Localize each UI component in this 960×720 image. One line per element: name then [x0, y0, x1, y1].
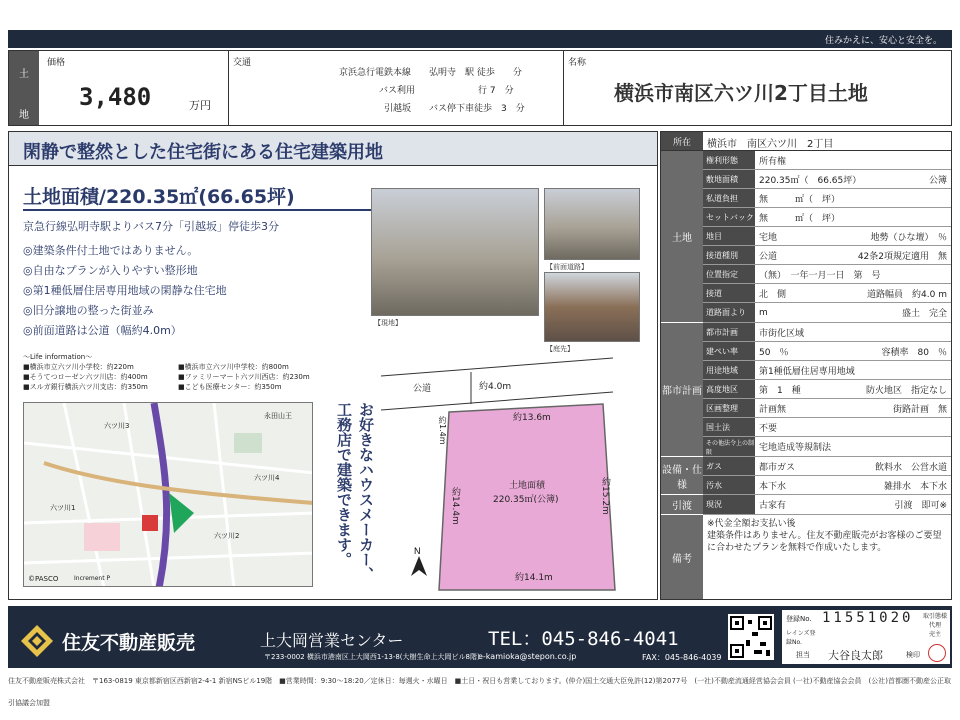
- office-name: 上大岡営業センター: [260, 631, 404, 650]
- life-item: ■こども医療センター：約350m: [178, 383, 282, 391]
- spec-value: 公道: [759, 251, 778, 262]
- spec-value: 無 ㎡（ 坪）: [759, 213, 841, 224]
- life-item: ■ファミリーマート六ツ川西店：約230m: [178, 373, 310, 381]
- spec-row: [703, 246, 951, 265]
- bullet-item: ◎前面道路は公道（幅約4.0m）: [23, 324, 182, 337]
- name-label: 名称: [568, 58, 587, 68]
- life-item: ■そうてつローゼン六ツ川店：約400m: [23, 373, 148, 381]
- spec-key: 私道負担: [703, 189, 755, 207]
- email-link[interactable]: e-kamioka@stepon.co.jp: [478, 652, 577, 661]
- life-item: ■スルガ銀行横浜六ツ川支店：約350m: [23, 383, 148, 391]
- agent-type-agent: 代理: [928, 622, 941, 629]
- spec-row: [703, 342, 951, 361]
- lot-left-dim: 約14.4m: [450, 487, 460, 525]
- spec-key: 地目: [703, 227, 755, 245]
- spec-row: [703, 361, 951, 380]
- land-section-top: 土: [19, 69, 29, 80]
- spec-value-2: 街路計画 無: [892, 404, 947, 415]
- spec-key: 接道種別: [703, 246, 755, 264]
- spec-key: 高度地区: [703, 380, 755, 398]
- spec-key: 敷地面積: [703, 170, 755, 188]
- map-label: 六ツ川3: [104, 422, 130, 430]
- header-bar: [8, 30, 952, 48]
- access-line-3: 引越坂 バス停下車徒歩 3 分: [384, 104, 525, 114]
- area-title: 土地面積/220.35㎡(66.65坪): [23, 186, 295, 208]
- bullet-item: ◎建築条件付土地ではありません。: [23, 244, 199, 257]
- life-item: ■横浜市立六ツ川小学校：約220m: [23, 363, 134, 371]
- spec-table: [660, 131, 952, 600]
- property-name: 横浜市南区六ツ川2丁目土地: [614, 81, 868, 105]
- spec-row: [703, 437, 951, 457]
- site-photo-label: 【現地】: [374, 319, 402, 327]
- access-line-2: バス利用 行 7 分: [379, 86, 514, 96]
- spec-row: [703, 284, 951, 303]
- life-title: ～Life information～: [23, 353, 93, 361]
- spec-key: 国土法: [703, 418, 755, 436]
- address-label: 所在: [661, 132, 703, 150]
- spec-row: [703, 208, 951, 227]
- spec-key: 現況: [703, 495, 755, 514]
- agent-type-seller: 売主: [928, 631, 941, 638]
- phone-number[interactable]: TEL：045-846-4041: [488, 628, 679, 650]
- spec-value: m: [759, 307, 768, 318]
- spec-value: 第1種低層住居専用地域: [759, 366, 855, 377]
- access-cell: [229, 51, 564, 125]
- reg-number: 11551020: [822, 610, 914, 626]
- spec-value-2: 防火地区 指定なし: [865, 385, 947, 396]
- office-address: 〒233-0002 横浜市港南区上大岡西1-13-8(大樹生命上大岡ビル8階): [264, 653, 480, 661]
- summary-row: [8, 50, 952, 126]
- spec-key: 建ぺい率: [703, 342, 755, 360]
- life-item: ■横浜市立六ツ川中学校：約800m: [178, 363, 289, 371]
- spec-row: [703, 303, 951, 323]
- spec-value: 北 側: [759, 289, 787, 300]
- bullet-list: [23, 242, 227, 342]
- handover-group-label: 引渡: [661, 495, 703, 515]
- map-increment: Increment P: [74, 575, 111, 582]
- map-graphic: [24, 403, 313, 587]
- spec-value-2: 公簿: [928, 175, 947, 186]
- spec-key: 道路面より: [703, 303, 755, 322]
- svg-text:N: N: [414, 546, 421, 556]
- spec-row: [703, 495, 951, 515]
- spec-value-2: 飲料水 公営水道: [874, 462, 947, 473]
- tagline: 住みかえに、安心と安全を。: [824, 36, 942, 46]
- spec-value-2: 容積率 80 ％: [881, 347, 947, 358]
- bullet-item: ◎第1種低層住居専用地域の閑静な住宅地: [23, 284, 227, 297]
- spec-row: [703, 418, 951, 437]
- price-cell: [9, 51, 229, 125]
- spec-value-2: 道路幅員 約4.0 m: [867, 289, 947, 300]
- name-cell: [564, 51, 951, 125]
- garden-photo-label: 【庭先】: [546, 345, 574, 353]
- spec-row: [703, 380, 951, 399]
- spec-key: 区画整理: [703, 399, 755, 417]
- notes-group-label: 備考: [661, 515, 703, 599]
- map-label: 永田山王: [264, 412, 292, 420]
- road-line-top: [381, 358, 613, 376]
- road-label: 公道: [413, 384, 432, 394]
- map-label: 六ツ川2: [214, 532, 240, 540]
- lot-area-label: 土地面積: [509, 481, 546, 491]
- facility-group-label: 設備・仕様: [661, 457, 703, 495]
- life-info: [23, 352, 368, 392]
- qr-code[interactable]: [728, 614, 774, 660]
- approval-stamp: [928, 644, 946, 662]
- lot-top-dim: 約13.6m: [513, 413, 551, 423]
- map-label: 六ツ川4: [254, 474, 280, 482]
- access-label: 交通: [233, 58, 252, 68]
- area-map: [23, 402, 313, 587]
- footer: [8, 606, 952, 668]
- reg-label: 登録No.: [786, 615, 812, 623]
- lot-right-dim: 約15.2m: [600, 477, 610, 515]
- spec-row: [703, 323, 951, 342]
- price-unit: 万円: [189, 99, 211, 112]
- spec-value: 都市ガス: [759, 462, 796, 473]
- spec-value: 市街化区域: [759, 328, 805, 339]
- headline: 閑静で整然とした住宅街にある住宅建築用地: [23, 142, 383, 163]
- area-underline: [23, 209, 373, 211]
- fax-number: FAX：045-846-4039: [642, 653, 722, 662]
- spec-value: 第 1 種: [759, 385, 801, 396]
- spec-value: 220.35㎡（ 66.65坪）: [759, 175, 862, 186]
- land-section-label: [9, 51, 39, 125]
- lot-corner-dim: 約1.4m: [438, 416, 447, 445]
- agent-type-label: 取引態様: [922, 613, 947, 620]
- person-name: 大谷良太郎: [828, 649, 883, 662]
- check-label: 検印: [906, 651, 920, 659]
- main-panel: [8, 131, 658, 600]
- spec-key: 都市計画: [703, 323, 755, 341]
- access-text: 京急行線弘明寺駅よりバス7分「引越坂」停徒歩3分: [23, 220, 279, 233]
- spec-value: 本下水: [759, 481, 787, 492]
- lot-area-value: 220.35㎡(公簿): [493, 495, 559, 505]
- spec-row: [703, 189, 951, 208]
- map-copyright: ©PASCO: [28, 575, 59, 583]
- spec-row: [703, 170, 951, 189]
- spec-value-2: 引渡 即可※: [894, 501, 947, 511]
- person-label: 担当: [796, 651, 810, 659]
- price-label: 価格: [47, 58, 66, 68]
- road-photo: [544, 188, 640, 260]
- spec-value-2: 盛土 完全: [901, 309, 947, 319]
- road-width: 約4.0m: [479, 382, 512, 392]
- spec-key: セットバック: [703, 208, 755, 226]
- bullet-item: ◎旧分譲地の整った街並み: [23, 304, 154, 317]
- spec-value: （無） 一年一月一日 第 号: [759, 270, 881, 281]
- notes-text: ※代金全額お支払い後 建築条件はありません。住友不動産販売がお客様のご要望に合わせたプランを無料で作成いたします。: [707, 519, 942, 553]
- slogan: お好きなハウスメーカー、工務店で建築できます。: [335, 402, 375, 582]
- land-section-bottom: 地: [19, 110, 29, 121]
- spec-row: [703, 151, 951, 170]
- spec-value: 50 ％: [759, 347, 789, 358]
- life-grid: [23, 362, 368, 392]
- spec-value: 古家有: [759, 501, 787, 511]
- agent-type: [922, 612, 948, 639]
- site-photo: [371, 188, 539, 316]
- lot-bottom-dim: 約14.1m: [515, 573, 553, 583]
- road-photo-label: 【前面道路】: [546, 263, 588, 271]
- spec-key: 位置指定: [703, 265, 755, 283]
- registration-box: [782, 610, 950, 664]
- spec-key: ガス: [703, 457, 755, 475]
- spec-row: [703, 476, 951, 495]
- spec-key: 接道: [703, 284, 755, 302]
- spec-key: 用途地域: [703, 361, 755, 379]
- spec-value-2: 雑排水 本下水: [883, 481, 947, 492]
- spec-key: その他法令上の制限: [703, 437, 755, 456]
- land-group-label: 土地: [661, 151, 703, 323]
- north-arrow: [411, 546, 427, 576]
- spec-value: 宅地造成等規制法: [759, 443, 832, 453]
- spec-value: 計画無: [759, 404, 787, 415]
- spec-value: 無 ㎡（ 坪）: [759, 194, 841, 205]
- reins-label: レインズ登録No.: [786, 630, 816, 646]
- company-name: 住友不動産販売: [62, 632, 196, 654]
- city-group-label: 都市計画: [661, 323, 703, 457]
- spec-key: 汚水: [703, 476, 755, 494]
- spec-value-2: 42条2項規定適用 無: [857, 251, 947, 262]
- legal-line: 住友不動産販売株式会社 〒163-0819 東京都新宿区西新宿2-4-1 新宿NSビル19階 ■営業時間：9:30～18:20／定休日：毎週火・水曜日 ■土日・祝日も営業しております。(仲介)国土交通大臣免許(12)第2077号 (一社)不動産流通経営協会会員 (一社)不動産協会会員 (公社)首都圏不動産公正取引協議会加盟: [8, 677, 951, 707]
- spec-row: [703, 227, 951, 246]
- price-amount: 3,480: [79, 83, 152, 111]
- spec-key: 権利形態: [703, 151, 755, 169]
- garden-photo: [544, 272, 640, 342]
- spec-value: 所有権: [759, 156, 787, 167]
- spec-row: [703, 265, 951, 284]
- bullet-item: ◎自由なプランが入りやすい整形地: [23, 264, 198, 277]
- spec-row: [703, 457, 951, 476]
- map-label: 六ツ川1: [50, 504, 76, 512]
- spec-value: 不要: [759, 423, 778, 434]
- company-logo: [20, 624, 54, 658]
- access-line-1: 京浜急行電鉄本線 弘明寺 駅 徒歩 分: [339, 68, 522, 78]
- spec-value-2: 地勢（ひな壇） ％: [870, 232, 947, 243]
- spec-value: 宅地: [759, 232, 778, 243]
- spec-row: [703, 399, 951, 418]
- address-value: 横浜市 南区六ツ川 2丁目: [707, 139, 834, 150]
- headline-bar: [9, 132, 657, 166]
